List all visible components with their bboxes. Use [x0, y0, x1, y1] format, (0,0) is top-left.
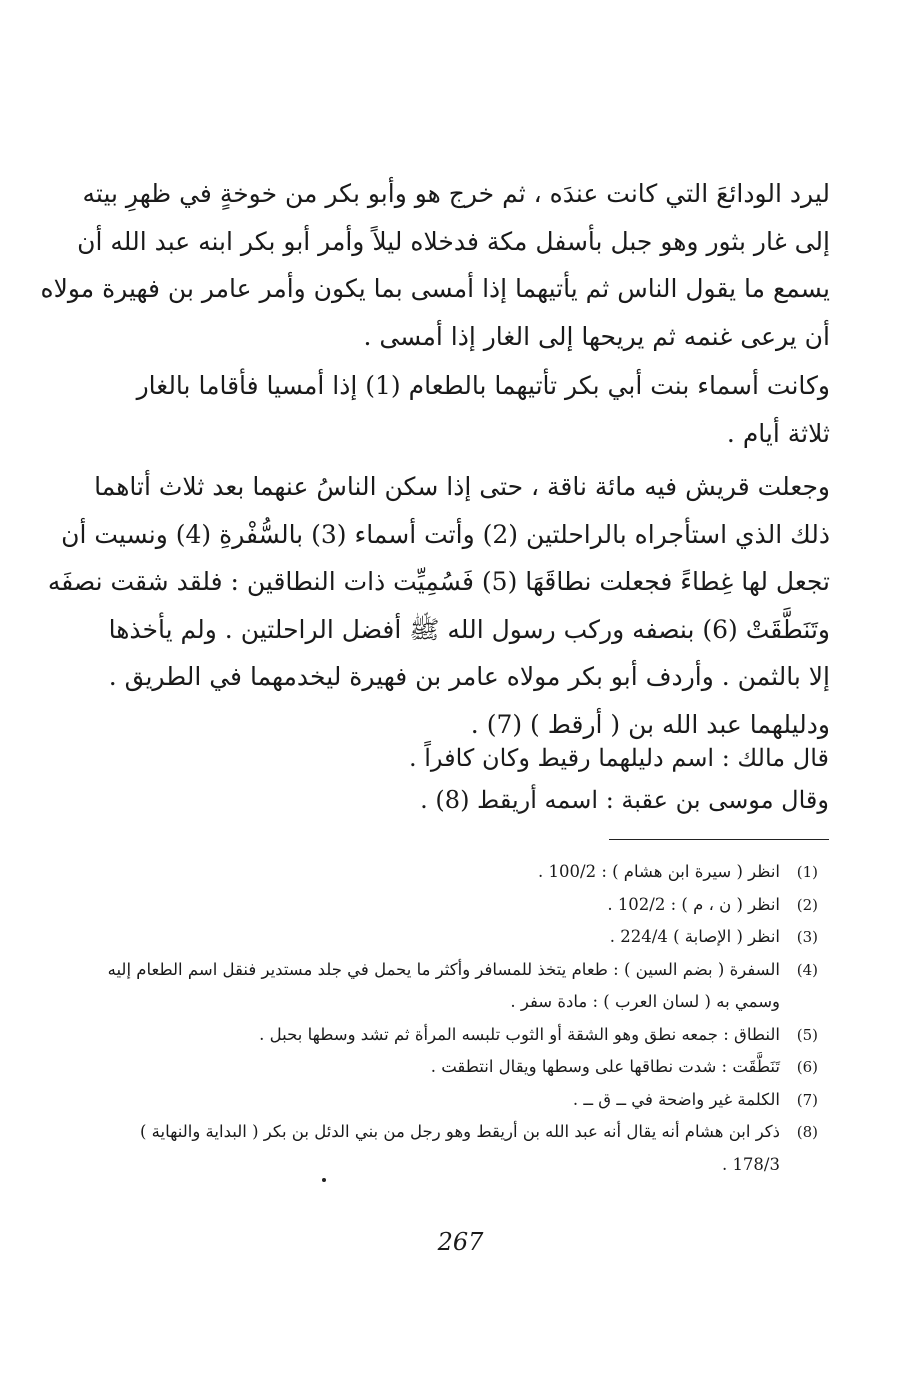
- footnote-text: النطاق : جمعه نطق وهو الشقة أو الثوب تلبسه المرأة ثم تشد وسطها بحبل .: [259, 1024, 780, 1044]
- text-line: ودليلهما عبد الله بن ( أرقط ) (7) .: [470, 709, 830, 739]
- text-line: وتَنَطَّقَتْ (6) بنصفه وركب رسول الله ﷺ أفضل الراحلتين . ولم يأخذها: [108, 614, 830, 644]
- quote-line: قال مالك : اسم دليلهما رقيط وكان كافراً .: [408, 744, 829, 772]
- footnote-item: [100, 889, 820, 922]
- footnote-text: تَنَطَّقَت : شدت نطاقها على وسطها ويقال انتطقت .: [430, 1057, 780, 1076]
- text-line: وجعلت قريش فيه مائة ناقة ، حتى إذا سكن الناسُ عنهما بعد ثلاث أتاهما: [94, 472, 830, 501]
- text-line: ثلاثة أيام .: [726, 418, 830, 448]
- page-number: 267: [437, 1228, 484, 1256]
- footnote-number: (5): [796, 1025, 818, 1044]
- footnote-item: [100, 1051, 820, 1084]
- quoted-statements: [269, 737, 829, 821]
- quote-line: وقال موسى بن عقبة : اسمه أريقط (8) .: [420, 786, 829, 814]
- footnote-number: (4): [796, 960, 818, 979]
- text-line: وكانت أسماء بنت أبي بكر تأتيهما بالطعام (1) إذا أمسيا فأقاما بالغار: [136, 371, 830, 400]
- text-line: ليرد الودائعَ التي كانت عندَه ، ثم خرج هو وأبو بكر من خوخةٍ في ظهرِ بيته: [82, 179, 830, 208]
- footnote-text: انظر ( ن ، م ) : 102/2 .: [607, 894, 780, 914]
- footnotes: [100, 856, 820, 1181]
- footnote-number: (7): [796, 1090, 818, 1109]
- text-line: ذلك الذي استأجراه بالراحلتين (2) وأتت أسماء (3) بالسُّفْرةِ (4) ونسيت أن: [61, 519, 830, 549]
- footnote-text: ذكر ابن هشام أنه يقال أنه عبد الله بن أريقط وهو رجل من بني الدئل بن بكر ( البداية والنهاية ): [140, 1122, 780, 1141]
- footnote-number: (8): [796, 1123, 818, 1141]
- footnote-number: (1): [796, 863, 818, 881]
- footnote-text: انظر ( سيرة ابن هشام ) : 100/2 .: [538, 862, 780, 881]
- footnote-item: [100, 856, 820, 889]
- footnote-text: انظر ( الإصابة ) 224/4 .: [609, 927, 780, 946]
- footnote-item: [100, 1019, 820, 1052]
- print-speck: [322, 1178, 326, 1182]
- footnote-number: (3): [796, 928, 818, 946]
- footnote-continuation: وسمي به ( لسان العرب ) : مادة سفر .: [510, 992, 780, 1011]
- footnote-separator: [609, 839, 829, 840]
- text-line: يسمع ما يقول الناس ثم يأتيهما إذا أمسى بما يكون وأمر عامر بن فهيرة مولاه: [40, 274, 830, 303]
- paragraph-1: [40, 170, 830, 360]
- footnote-number: (6): [796, 1058, 818, 1076]
- text-line: أن يرعى غنمه ثم يريحها إلى الغار إذا أمسى .: [363, 321, 830, 351]
- paragraph-3: [47, 463, 830, 748]
- footnote-item: [100, 921, 820, 954]
- text-line: إلا بالثمن . وأردف أبو بكر مولاه عامر بن فهيرة ليخدمهما في الطريق .: [108, 662, 830, 691]
- footnote-text: السفرة ( بضم السين ) : طعام يتخذ للمسافر وأكثر ما يحمل في جلد مستدير فنقل اسم الطعام إليه: [107, 959, 780, 979]
- footnote-item: [100, 1116, 820, 1181]
- footnote-number: (2): [796, 895, 818, 914]
- text-line: تجعل لها غِطاءً فجعلت نطاقَهَا (5) فَسُمِيِّت ذات النطاقين : فلقد شقت نصفَه: [47, 567, 830, 596]
- footnote-continuation: 178/3 .: [721, 1154, 780, 1174]
- paragraph-2: [108, 362, 830, 457]
- text-line: إلى غار بثور وهو جبل بأسفل مكة فدخلاه ليلاً وأمر أبو بكر ابنه عبد الله أن: [77, 226, 830, 256]
- footnote-text: الكلمة غير واضحة في ــ ق ــ .: [572, 1089, 780, 1109]
- footnote-item: [100, 954, 820, 1019]
- footnote-item: [100, 1084, 820, 1117]
